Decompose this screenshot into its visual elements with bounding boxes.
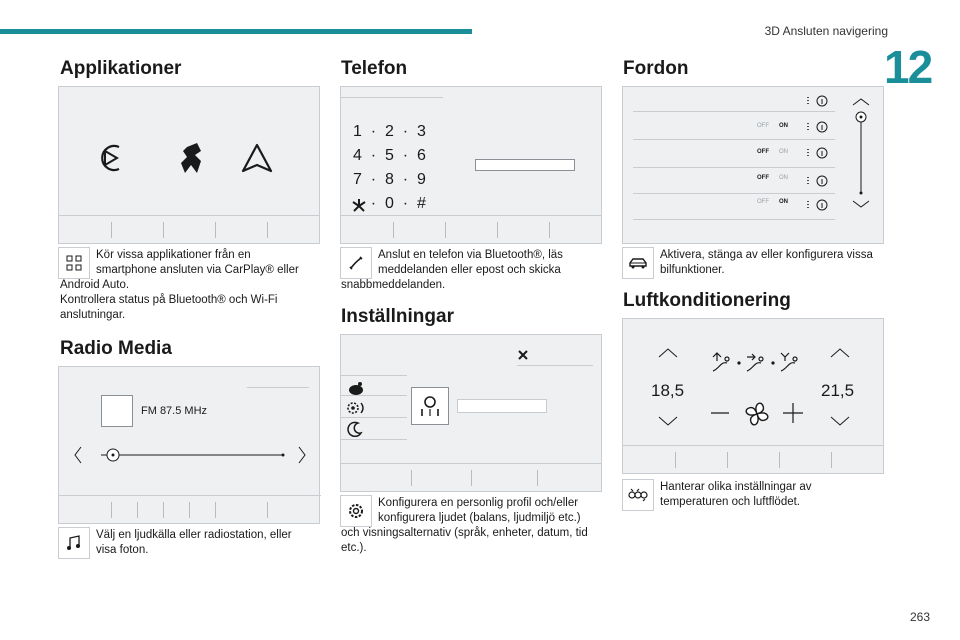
desc-telefon-l3: snabbmeddelanden. (341, 279, 446, 291)
info-icon[interactable] (805, 147, 831, 159)
fan-increase-icon (783, 403, 803, 423)
desc-installningar-l4: etc.). (341, 542, 367, 554)
header-accent-bar (0, 29, 472, 34)
scroll-up-icon (853, 99, 869, 105)
car-icon (622, 247, 654, 279)
audio-settings-icon[interactable] (345, 399, 367, 417)
desc-telefon-l1: Anslut en telefon via Bluetooth®, läs (378, 249, 563, 261)
profile-name-field[interactable] (457, 399, 547, 413)
desc-applikationer-l2: smartphone ansluten via CarPlay® eller (96, 264, 299, 276)
climate-fan-icon (622, 479, 654, 511)
keypad-row-2[interactable]: 4 · 5 · 6 (353, 147, 426, 164)
toggle-4-on[interactable]: ON (779, 199, 788, 205)
info-icon[interactable] (805, 121, 831, 133)
profile-avatar[interactable] (411, 387, 449, 425)
gear-icon (340, 495, 372, 527)
toggle-4-off: OFF (757, 199, 769, 205)
header-title: 3D Ansluten navigering (764, 24, 888, 38)
toggle-2-on: ON (779, 149, 788, 155)
desc-installningar-l1: Konfigurera en personlig profil och/eller (378, 497, 579, 509)
scroll-down-icon (853, 201, 869, 207)
brand-lion-icon (181, 143, 201, 173)
section-title-luft: Luftkonditionering (623, 290, 791, 311)
night-mode-icon[interactable] (347, 421, 363, 437)
temp-left-value: 18,5 (651, 381, 685, 400)
vehicle-screen (622, 86, 884, 244)
climate-screen (622, 318, 884, 474)
fan-icon (746, 403, 768, 425)
close-icon[interactable] (517, 349, 529, 361)
desc-applikationer-l1: Kör vissa applikationer från en (96, 249, 251, 261)
keypad-row-3[interactable]: 7 · 8 · 9 (353, 171, 426, 188)
desc-telefon-l2: meddelanden eller epost och skicka (378, 264, 561, 276)
apps-grid-icon (58, 247, 90, 279)
phone-number-field[interactable] (475, 159, 575, 171)
radio-artwork (101, 395, 133, 427)
radio-tuner-slider[interactable] (73, 445, 309, 465)
phone-screen (340, 86, 602, 244)
radio-station-text: FM 87.5 MHz (141, 405, 208, 417)
section-title-telefon: Telefon (341, 58, 408, 79)
temp-right-down-icon[interactable] (829, 415, 851, 427)
desc-luft-l2: temperaturen och luftflödet. (660, 496, 800, 508)
app-icons (93, 139, 293, 179)
desc-applikationer-l4: Kontrollera status på Bluetooth® och Wi-Fi (60, 294, 278, 306)
music-note-icon (58, 527, 90, 559)
toggle-2-off[interactable]: OFF (757, 149, 769, 155)
keypad-row-1[interactable]: 1 · 2 · 3 (353, 123, 426, 140)
keypad-row-4[interactable]: · 0 · # (353, 195, 426, 212)
info-icon[interactable] (805, 95, 831, 107)
page-number: 263 (909, 610, 930, 624)
keypad-star-icon[interactable] (351, 198, 367, 212)
toggle-1-on[interactable]: ON (779, 123, 788, 129)
desc-installningar-l2: konfigurera ljudet (balans, ljudmiljö etc.) (378, 512, 581, 524)
vehicle-scrollbar[interactable] (849, 97, 873, 217)
section-title-installningar: Inställningar (341, 306, 454, 327)
section-title-applikationer: Applikationer (60, 58, 182, 79)
info-icon[interactable] (805, 175, 831, 187)
temp-right-value: 21,5 (821, 381, 855, 400)
desc-applikationer-l5: anslutningar. (60, 309, 126, 321)
desc-radio-l2: visa foton. (96, 544, 149, 556)
desc-radio-l1: Välj en ljudkälla eller radiostation, eller (96, 529, 292, 541)
radio-screen (58, 366, 320, 524)
toggle-1-off: OFF (757, 123, 769, 129)
temp-left-up-icon[interactable] (657, 347, 679, 359)
desc-luft-l1: Hanterar olika inställningar av (660, 481, 812, 493)
info-icon[interactable] (805, 199, 831, 211)
temp-right-up-icon[interactable] (829, 347, 851, 359)
desc-fordon-l2: bilfunktioner. (660, 264, 725, 276)
applications-screen (58, 86, 320, 244)
carplay-icon (102, 146, 119, 170)
fan-speed-control[interactable] (709, 399, 805, 429)
temp-left-down-icon[interactable] (657, 415, 679, 427)
chapter-number: 12 (884, 41, 932, 93)
desc-applikationer-l3: Android Auto. (60, 279, 130, 291)
desc-installningar-l3: och visningsalternativ (språk, enheter, datum, tid (341, 527, 588, 539)
section-title-radio: Radio Media (60, 338, 172, 359)
settings-screen (340, 334, 602, 492)
section-title-fordon: Fordon (623, 58, 689, 79)
phone-handset-icon (340, 247, 372, 279)
user-profile-icon (420, 395, 440, 417)
air-distribution-icons[interactable] (711, 351, 805, 373)
android-auto-icon (243, 145, 271, 171)
toggle-3-on: ON (779, 175, 788, 181)
toggle-3-off[interactable]: OFF (757, 175, 769, 181)
desc-fordon-l1: Aktivera, stänga av eller konfigurera vissa (660, 249, 873, 261)
